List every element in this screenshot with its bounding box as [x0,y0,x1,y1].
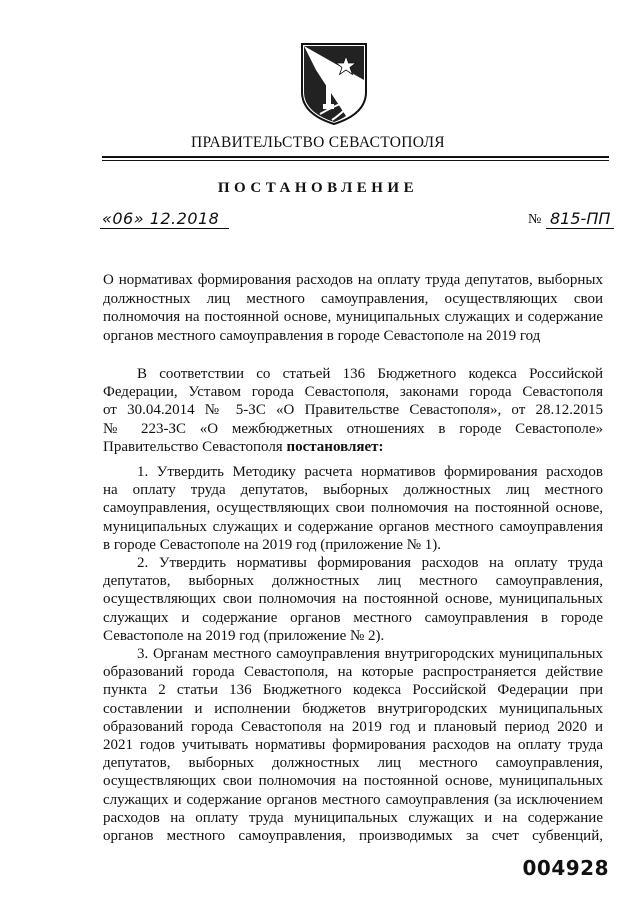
body-line: самоуправления, осуществляющих свои полномочия на постоянной основе, [103,500,603,517]
form-serial-number: 004928 [522,856,609,880]
document-date: «06» 12.2018 [100,209,229,229]
body-line: осуществляющих свои полномочия на постоянной основе, муниципальных [103,591,603,608]
preamble-line: Федерации, Уставом города Севастополя, законами города Севастополя [103,384,603,401]
preamble [103,365,603,456]
preamble-line [103,438,603,456]
title-line: органов местного самоуправления в городе Севастополе на 2019 год [103,327,541,344]
body-line: муниципальных служащих и содержание органов местного самоуправления [103,518,603,535]
body-line: расходов на оплату труда муниципальных служащих и на содержание [103,809,603,826]
body-line: образований города Севастополя, на которые распространяется действие [103,664,603,681]
body-line: пункта 2 статьи 136 Бюджетного кодекса Российской Федерации при [103,682,603,699]
title-line: полномочия на постоянной основе, муниципальных служащих и содержание [103,309,603,325]
preamble-line: № 223-ЗС «О межбюджетных отношениях в городе Севастополе» [103,420,603,437]
body-line: 3. Органам местного самоуправления внутригородских муниципальных [137,646,603,663]
title-line: должностных лиц местного самоуправления, осуществляющих свои [103,290,603,307]
body-line: в городе Севастополе на 2019 год (приложение № 1). [103,536,442,553]
body-line: на оплату труда депутатов, выборных должностных лиц местного [103,482,603,499]
preamble-verb: постановляет: [286,438,384,455]
document-number: 815-ПП [546,209,614,229]
number-label: № [528,212,542,227]
preamble-line: от 30.04.2014 № 5-ЗС «О Правительстве Севастополя», от 28.12.2015 [103,402,603,419]
body-line: 1. Утвердить Методику расчета нормативов формирования расходов [137,464,603,480]
body-line: депутатов, выборных должностных лиц местного самоуправления, [103,573,603,590]
body-line: образований города Севастополя на 2019 год и плановый период 2020 и [103,718,603,735]
header-divider [102,156,609,158]
body-line: 2. Утвердить нормативы формирования расходов на оплату труда [137,555,603,572]
government-name: ПРАВИТЕЛЬСТВО СЕВАСТОПОЛЯ [191,134,445,151]
body-line: составлении и исполнении бюджетов внутригородских муниципальных [103,700,603,717]
header-divider-thin [102,160,609,161]
resolution-body [103,463,603,845]
body-line: служащих и содержание органов местного самоуправления (за исключением [103,791,603,808]
preamble-subject: Правительство Севастополя [103,438,287,455]
document-title [103,271,603,345]
sevastopol-coat-of-arms-icon [296,40,372,126]
title-line: О нормативах формирования расходов на оплату труда депутатов, выборных [103,272,603,288]
body-line: депутатов, выборных должностных лиц местного самоуправления, [103,755,603,772]
preamble-line: В соответствии со статьей 136 Бюджетного кодекса Российской [137,366,603,382]
body-line: органов местного самоуправления, производимых за счет субвенций, [103,828,603,845]
document-type: ПОСТАНОВЛЕНИЕ [217,180,419,196]
body-line: осуществляющих свои полномочия на постоянной основе, муниципальных [103,773,603,790]
body-line: служащих и содержание органов местного самоуправления в городе [103,609,603,626]
body-line: 2021 годов учитывать нормативы формирования расходов на оплату труда [103,737,603,754]
body-line: Севастополе на 2019 год (приложение № 2). [103,627,385,644]
